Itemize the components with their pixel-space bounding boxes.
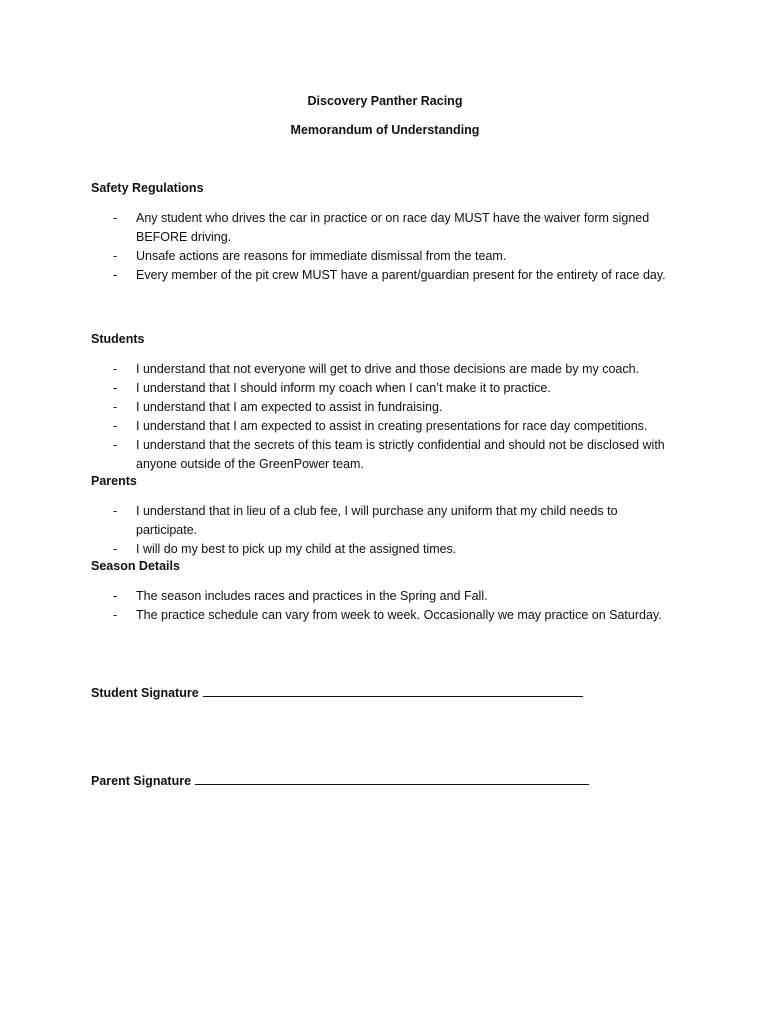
bullet-dash: - bbox=[113, 504, 118, 518]
parent-signature-row bbox=[91, 772, 589, 788]
bullet-dash: - bbox=[113, 381, 118, 395]
list-item: - Every member of the pit crew MUST have a parent/guardian present for the entirety of race day. bbox=[91, 266, 681, 285]
season-list bbox=[91, 587, 681, 625]
bullet-dash: - bbox=[113, 249, 118, 263]
bullet-dash: - bbox=[113, 542, 118, 556]
list-item: - I understand that I should inform my coach when I can’t make it to practice. bbox=[91, 379, 681, 398]
list-item: - Any student who drives the car in practice or on race day MUST have the waiver form signed BEFORE driving. bbox=[113, 211, 650, 244]
list-item: - I understand that not everyone will get to drive and those decisions are made by my coach. bbox=[91, 360, 681, 379]
bullet-dash: - bbox=[113, 419, 118, 433]
bullet-dash: - bbox=[113, 589, 118, 603]
student-signature-row bbox=[91, 684, 583, 700]
bullet-dash: - bbox=[113, 608, 118, 622]
parent-signature-line[interactable] bbox=[195, 772, 589, 785]
safety-list bbox=[91, 209, 681, 285]
list-item: - I understand that I am expected to assist in creating presentations for race day competitions. bbox=[91, 417, 681, 436]
section-heading-season: Season Details bbox=[91, 559, 180, 573]
list-item: - The season includes races and practices in the Spring and Fall. bbox=[91, 587, 681, 606]
list-item: - The practice schedule can vary from week to week. Occasionally we may practice on Saturday. bbox=[91, 606, 681, 625]
bullet-dash: - bbox=[113, 268, 118, 282]
section-heading-parents: Parents bbox=[91, 474, 137, 488]
student-signature-line[interactable] bbox=[203, 684, 583, 697]
students-list bbox=[91, 360, 681, 474]
list-item: - I understand that the secrets of this team is strictly confidential and should not be disclosed with anyone outside of the GreenPower team. bbox=[113, 438, 665, 471]
bullet-dash: - bbox=[113, 362, 118, 376]
section-heading-students: Students bbox=[91, 332, 145, 346]
document-title: Discovery Panther Racing bbox=[307, 94, 463, 108]
bullet-dash: - bbox=[113, 211, 118, 225]
parent-signature-label: Parent Signature bbox=[91, 774, 192, 788]
bullet-dash: - bbox=[113, 438, 118, 452]
section-heading-safety: Safety Regulations bbox=[91, 181, 204, 195]
list-item: - I will do my best to pick up my child at the assigned times. bbox=[91, 540, 681, 559]
list-item: - Unsafe actions are reasons for immediate dismissal from the team. bbox=[91, 247, 681, 266]
bullet-dash: - bbox=[113, 400, 118, 414]
student-signature-label: Student Signature bbox=[91, 686, 199, 700]
list-item: - I understand that in lieu of a club fee, I will purchase any uniform that my child needs to participate. bbox=[113, 504, 618, 537]
parents-list bbox=[91, 502, 681, 559]
document-subtitle: Memorandum of Understanding bbox=[290, 123, 480, 137]
list-item: - I understand that I am expected to assist in fundraising. bbox=[91, 398, 681, 417]
